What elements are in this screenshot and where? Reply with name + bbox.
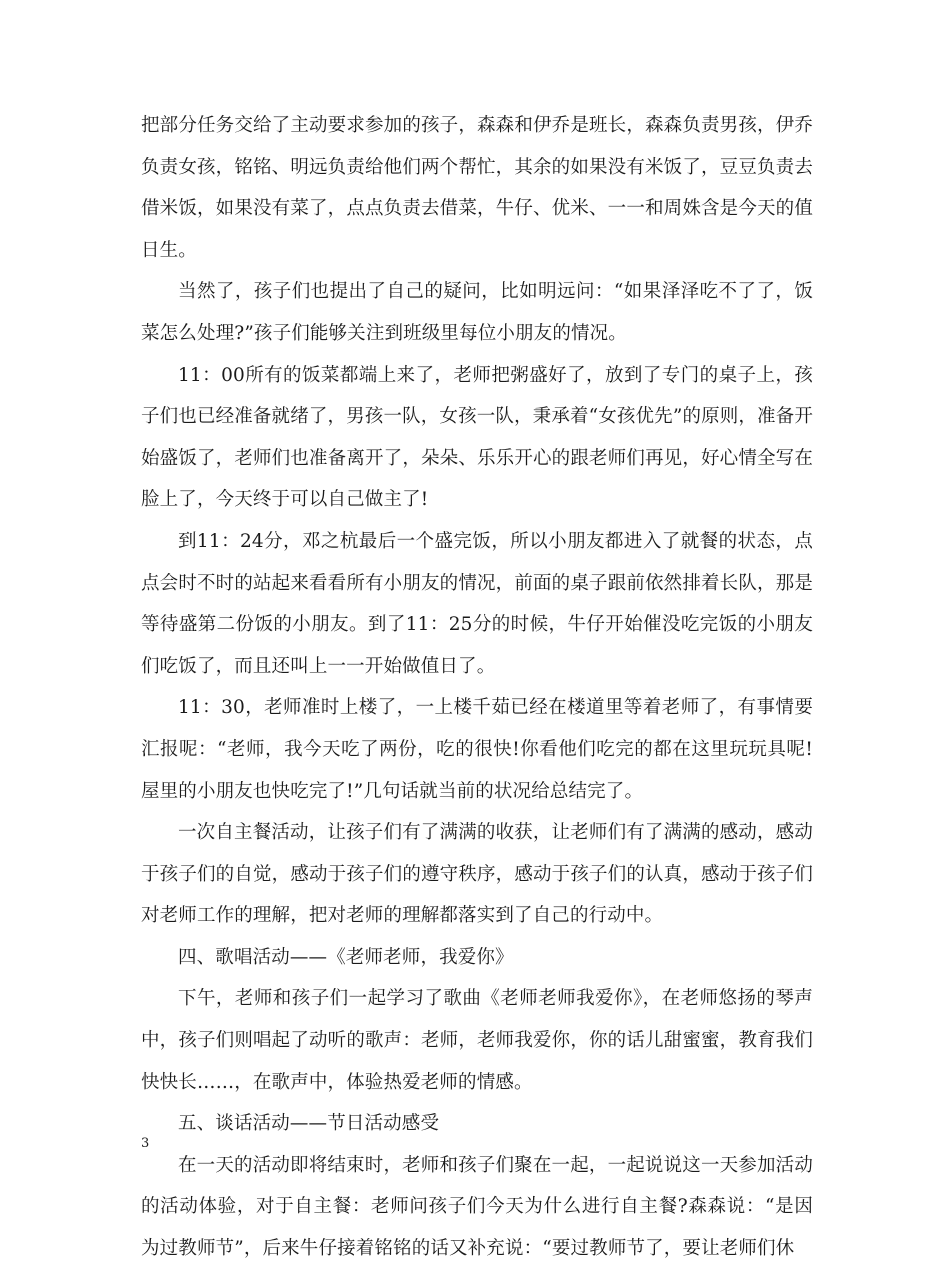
paragraph-6: 一次自主餐活动，让孩子们有了满满的收获，让老师们有了满满的感动，感动于孩子们的自觉，感动于孩子们的遵守秩序，感动于孩子们的认真，感动于孩子们对老师工作的理解，把对老师的理解都落实到了自己的行动中。: [141, 822, 813, 927]
page-number: 3: [141, 1136, 150, 1151]
paragraph-2: 当然了，孩子们也提出了自己的疑问，比如明远问：“如果泽泽吃不了了，饭菜怎么处理?”孩子们能够关注到班级里每位小朋友的情况。: [141, 281, 813, 344]
paragraph-5: 11：30，老师准时上楼了，一上楼千茹已经在楼道里等着老师了，有事情要汇报呢：“老师，我今天吃了两份，吃的很快!你看他们吃完的都在这里玩玩具呢!屋里的小朋友也快吃完了!”几句话就当前的状况给总结完了。: [141, 697, 813, 802]
paragraph-8: 在一天的活动即将结束时，老师和孩子们聚在一起，一起说说这一天参加活动的活动体验，对于自主餐：老师问孩子们今天为什么进行自主餐?森森说：“是因为过教师节”，后来牛仔接着铭铭的话又补充说：“要过教师节了，要让老师们休: [141, 1154, 813, 1260]
paragraph-4: 到11：24分，邓之杭最后一个盛完饭，所以小朋友都进入了就餐的状态，点点会时不时的站起来看看所有小朋友的情况，前面的桌子跟前依然排着长队，那是等待盛第二份饭的小朋友。到了11：25分的时候，牛仔开始催没吃完饭的小朋友们吃饭了，而且还叫上一一开始做值日了。: [141, 530, 813, 677]
section-heading-5: 五、谈话活动——节日活动感受: [178, 1113, 440, 1135]
document-body: [141, 105, 813, 1270]
section-heading-4: 四、歌唱活动——《老师老师，我爱你》: [178, 946, 514, 968]
paragraph-3: 11：00所有的饭菜都端上来了，老师把粥盛好了，放到了专门的桌子上，孩子们也已经准备就绪了，男孩一队，女孩一队，秉承着“女孩优先”的原则，准备开始盛饭了，老师们也准备离开了，朵朵、乐乐开心的跟老师们再见，好心情全写在脸上了，今天终于可以自己做主了!: [141, 364, 813, 511]
paragraph-1: 把部分任务交给了主动要求参加的孩子，森森和伊乔是班长，森森负责男孩，伊乔负责女孩，铭铭、明远负责给他们两个帮忙，其余的如果没有米饭了，豆豆负责去借米饭，如果没有菜了，点点负责去借菜，牛仔、优米、一一和周姝含是今天的值日生。: [141, 115, 813, 261]
paragraph-7: 下午，老师和孩子们一起学习了歌曲《老师老师我爱你》，在老师悠扬的琴声中，孩子们则唱起了动听的歌声：老师，老师我爱你，你的话儿甜蜜蜜，教育我们快快长……，在歌声中，体验热爱老师的情感。: [141, 988, 813, 1093]
